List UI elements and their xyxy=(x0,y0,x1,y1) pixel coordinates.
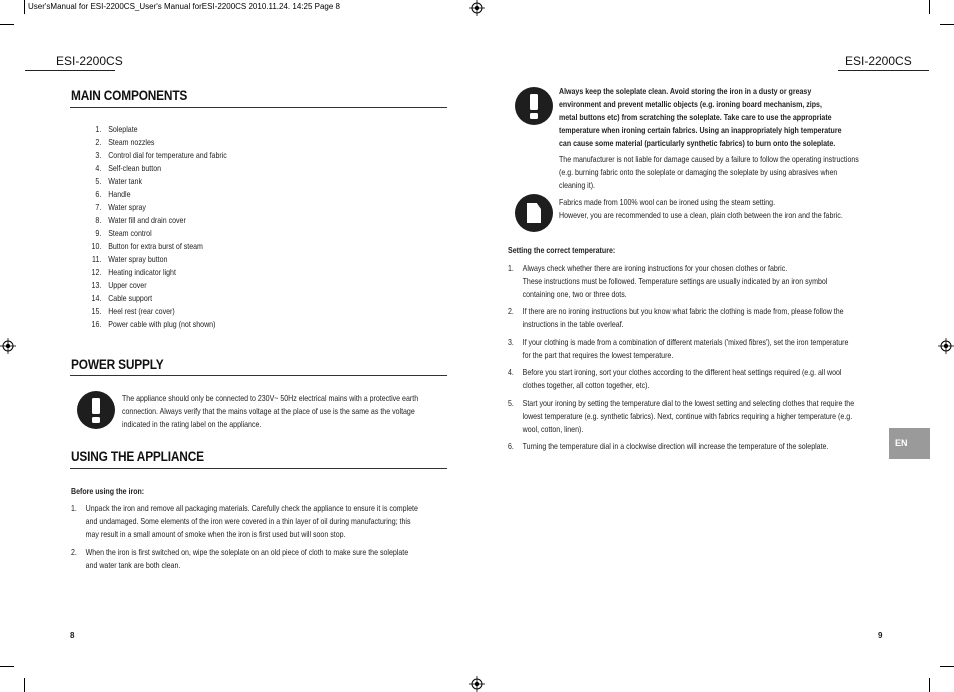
before-using-subtitle: Before using the iron: xyxy=(71,487,145,496)
left-model-rule xyxy=(25,70,115,71)
step-line: instructions in the table overleaf. xyxy=(522,320,624,329)
step-line: wool, cotton, linen). xyxy=(522,425,584,434)
power-supply-text: The appliance should only be connected to 230V~ 50Hz electrical mains with a protective earth connection. Always verify that the mains voltage at the place of use is the same as the voltage indicated in the rating label on the appliance. xyxy=(122,394,419,429)
step-line: Start your ironing by setting the temperature dial to the lowest setting and selecting clothes that require the xyxy=(522,399,855,408)
right-model-label: ESI-2200CS xyxy=(845,54,912,68)
component-label: Water tank xyxy=(108,177,142,186)
step-number: 4. xyxy=(508,368,514,377)
component-item xyxy=(91,175,227,188)
component-item xyxy=(91,305,227,318)
using-appliance-title: USING THE APPLIANCE xyxy=(71,449,204,464)
component-number: 5. xyxy=(95,177,102,186)
component-number: 16. xyxy=(91,320,102,329)
step-line: If there are no ironing instructions but you know what fabric the clothing is made from, please follow the xyxy=(522,307,844,316)
component-number: 4. xyxy=(95,164,102,173)
component-item xyxy=(91,292,227,305)
registration-mark-bottom xyxy=(469,676,485,692)
step-line: If your clothing is made from a combination of different materials ('mixed fibres'), set the iron temperature xyxy=(522,338,849,347)
wool-note-text: Fabrics made from 100% wool can be ironed using the steam setting. However, you are recommended to use a clean, plain cloth between the iron and the fabric. xyxy=(559,198,843,220)
component-number: 2. xyxy=(95,138,102,147)
using-appliance-rule xyxy=(70,468,447,469)
step-number: 2. xyxy=(508,307,514,316)
manufacturer-liability-text: The manufacturer is not liable for damage caused by a failure to follow the operating instructions (e.g. burning fabric onto the soleplate or damaging the soleplate by using abrasives when cleaning it). xyxy=(559,155,859,190)
component-label: Control dial for temperature and fabric xyxy=(108,151,227,160)
step-line: These instructions must be followed. Temperature settings are usually indicated by an iron symbol xyxy=(522,277,828,286)
step-number: 1. xyxy=(508,264,514,273)
left-page-number: 8 xyxy=(70,631,75,640)
step-line: Always check whether there are ironing instructions for your chosen clothes or fabric. xyxy=(522,264,788,273)
component-label: Soleplate xyxy=(108,125,138,134)
registration-mark-top xyxy=(469,0,485,16)
component-number: 6. xyxy=(95,190,102,199)
temperature-step xyxy=(508,397,886,436)
note-page-icon xyxy=(515,194,553,232)
component-label: Steam nozzles xyxy=(108,138,155,147)
step-line: containing one, two or three dots. xyxy=(522,290,627,299)
temperature-step xyxy=(508,305,886,331)
step-line: lowest temperature (e.g. synthetic fabrics). Next, continue with fabrics requiring a higher temperature (e.g. xyxy=(522,412,853,421)
temperature-step xyxy=(508,262,886,301)
component-item xyxy=(91,227,227,240)
component-label: Water spray button xyxy=(108,255,168,264)
component-item xyxy=(91,162,227,175)
component-label: Power cable with plug (not shown) xyxy=(108,320,216,329)
step-line: for the part that requires the lowest temperature. xyxy=(522,351,674,360)
component-number: 7. xyxy=(95,203,102,212)
component-number: 3. xyxy=(95,151,102,160)
component-item xyxy=(91,240,227,253)
component-number: 14. xyxy=(91,294,102,303)
component-number: 8. xyxy=(95,216,102,225)
temperature-step xyxy=(508,440,886,453)
component-item xyxy=(91,279,227,292)
component-number: 11. xyxy=(92,255,102,264)
warning-icon xyxy=(515,87,553,125)
component-number: 12. xyxy=(91,268,102,277)
component-item xyxy=(91,266,227,279)
component-number: 10. xyxy=(91,242,102,251)
component-number: 13. xyxy=(91,281,102,290)
component-item xyxy=(91,123,227,136)
using-item-2: 2. When the iron is first switched on, wipe the soleplate on an old piece of cloth to make sure the soleplate and water tank are both clean. xyxy=(71,548,409,570)
component-item xyxy=(91,136,227,149)
step-line: Turning the temperature dial in a clockwise direction will increase the temperature of the soleplate. xyxy=(522,442,829,451)
component-number: 1. xyxy=(95,125,102,134)
component-label: Heel rest (rear cover) xyxy=(108,307,175,316)
language-tab-en: EN xyxy=(889,428,930,459)
component-label: Steam control xyxy=(108,229,152,238)
component-label: Handle xyxy=(108,190,131,199)
component-label: Water fill and drain cover xyxy=(108,216,186,225)
component-number: 9. xyxy=(95,229,102,238)
step-line: Before you start ironing, sort your clothes according to the different heat settings required (e.g. all wool xyxy=(522,368,842,377)
component-label: Cable support xyxy=(108,294,153,303)
main-components-title: MAIN COMPONENTS xyxy=(71,88,188,103)
component-label: Button for extra burst of steam xyxy=(108,242,203,251)
temperature-step xyxy=(508,336,886,362)
step-line: clothes together, all cotton together, etc). xyxy=(522,381,650,390)
step-number: 3. xyxy=(508,338,514,347)
step-number: 5. xyxy=(508,399,514,408)
component-label: Self-clean button xyxy=(108,164,162,173)
main-components-rule xyxy=(70,107,447,108)
soleplate-warning-bold: Always keep the soleplate clean. Avoid storing the iron in a dusty or greasy environment and prevent metallic objects (e.g. ironing board mechanism, zips, metal buttons etc) from scratching the soleplate. Take care to use the appropriate temperature when ironing certain fabrics. Using an inappropriately high temperature can cause some material (particularly synthetic fabrics) to burn onto the soleplate. xyxy=(559,87,842,148)
temperature-step xyxy=(508,366,886,392)
registration-mark-right xyxy=(938,338,954,354)
using-item-1: 1. Unpack the iron and remove all packaging materials. Carefully check the appliance to ensure it is complete and undamaged. Some elements of the iron were covered in a thin layer of oil during manufacturing; this may result in a small amount of smoke when the iron is first used but will soon stop. xyxy=(71,504,418,539)
left-model-label: ESI-2200CS xyxy=(56,54,123,68)
component-label: Upper cover xyxy=(108,281,147,290)
registration-mark-left xyxy=(0,338,16,354)
step-number: 6. xyxy=(508,442,514,451)
power-supply-title: POWER SUPPLY xyxy=(71,357,164,372)
component-item xyxy=(91,318,227,331)
component-label: Water spray xyxy=(108,203,146,212)
power-supply-rule xyxy=(70,375,447,376)
print-header: User'sManual for ESI-2200CS_User's Manual forESI-2200CS 2010.11.24. 14:25 Page 8 xyxy=(28,2,340,11)
warning-icon xyxy=(77,391,115,429)
components-list xyxy=(91,123,227,331)
right-model-rule xyxy=(838,70,929,71)
component-item xyxy=(91,149,227,162)
component-label: Heating indicator light xyxy=(108,268,176,277)
component-number: 15. xyxy=(91,307,102,316)
component-item xyxy=(91,201,227,214)
component-item xyxy=(91,253,227,266)
component-item xyxy=(91,188,227,201)
temperature-subtitle: Setting the correct temperature: xyxy=(508,246,616,255)
component-item xyxy=(91,214,227,227)
right-page-number: 9 xyxy=(878,631,883,640)
